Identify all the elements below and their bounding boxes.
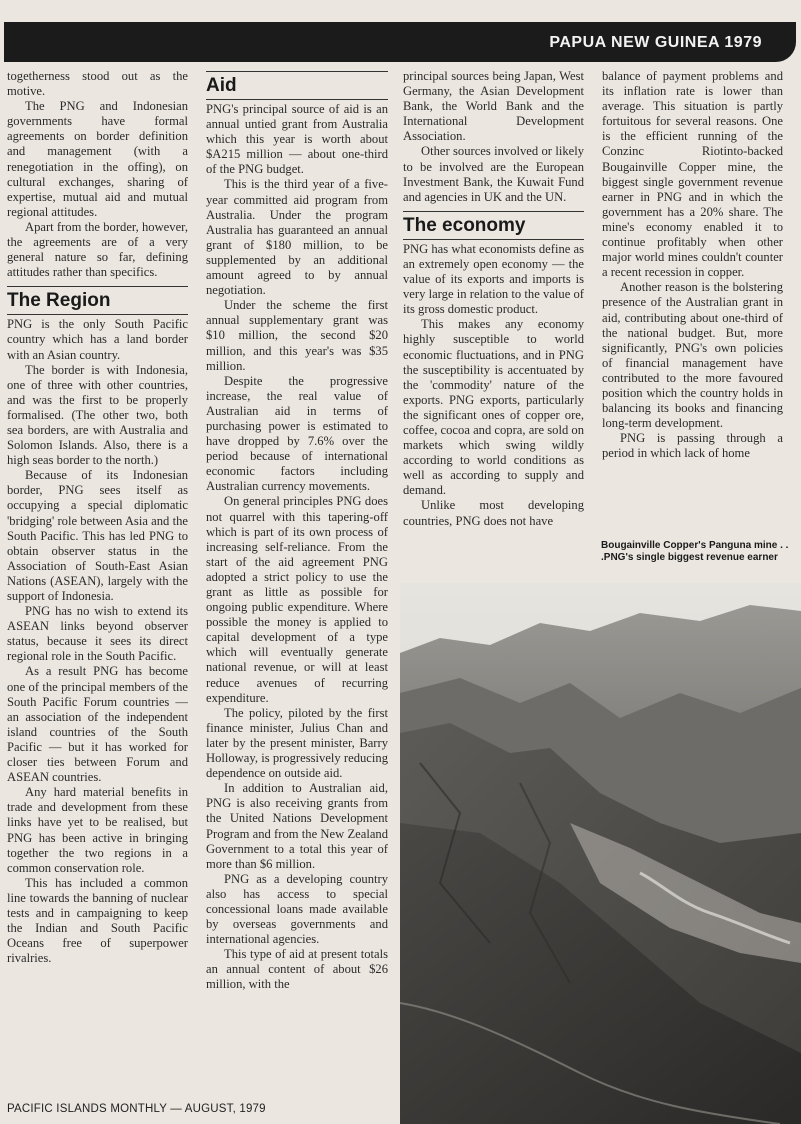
paragraph: PNG has what economists define as an extremely open economy — the value of its exports and imports is very large in relation to the value of its gross domestic product. <box>403 241 584 317</box>
section-header-region <box>7 286 188 315</box>
section-heading: The Region <box>7 290 111 312</box>
paragraph: togetherness stood out as the motive. <box>7 69 188 99</box>
paragraph: Under the scheme the first annual supplementary grant was $10 million, the second $20 million, and this year's was $35 million. <box>206 298 388 373</box>
paragraph: balance of payment problems and its inflation rate is lower than average. This situation is partly fortuitous for several reasons. One is the efficient running of the Conzinc Riotinto-backed Bougainville Copper mine, the biggest single government revenue earner in PNG and in which the government has a 20% share. The mine's economy enabled it to continue profitably when other major world mines couldn't counter a recent recession in copper. <box>602 69 783 280</box>
paragraph: In addition to Australian aid, PNG is also receiving grants from the United Nations Development Program and from the New Zealand Government to a total this year of more than $6 million. <box>206 781 388 871</box>
paragraph: PNG has no wish to extend its ASEAN links beyond observer status, because it sees its direct regional role in the South Pacific. <box>7 604 188 664</box>
mine-photo <box>400 583 801 1124</box>
page-header-title: PAPUA NEW GUINEA 1979 <box>549 34 762 51</box>
paragraph: PNG is the only South Pacific country which has a land border with an Asian country. <box>7 317 188 362</box>
paragraph: Because of its Indonesian border, PNG sees itself as occupying a special diplomatic 'bridging' role between Asia and the South Pacific. This has led PNG to obtain observer status in the Association of South-East Asian Nations (ASEAN), largely with the support of Indonesia. <box>7 468 188 603</box>
column-2 <box>206 71 388 993</box>
photo-caption: Bougainville Copper's Panguna mine . . .PNG's single biggest revenue earner <box>601 540 789 563</box>
section-heading: Aid <box>206 75 237 96</box>
paragraph: The PNG and Indonesian governments have formal agreements on border definition and management (with a renegotiation in the offing), on cultural exchanges, sharing of expertise, mutual aid and mutual regional attitudes. <box>7 99 188 219</box>
mountain-landscape-image <box>400 583 801 1124</box>
paragraph: On general principles PNG does not quarrel with this tapering-off which is part of its own process of increasing self-reliance. From the start of the aid agreement PNG adopted a strict policy to use the grant as little as possible for ongoing public expenditure. Where possible the money is applied to capital development of a type which will eventually generate national revenue, or will at least reduce avenues of recurring expenditure. <box>206 494 388 705</box>
paragraph: Any hard material benefits in trade and development from these links have yet to be realised, but PNG has been active in bringing together the two regions in a common conservation role. <box>7 785 188 875</box>
paragraph: The policy, piloted by the first finance minister, Julius Chan and later by the present minister, Barry Holloway, is progressively reducing dependence on outside aid. <box>206 705 388 781</box>
paragraph: PNG as a developing country also has access to special concessional loans made available by overseas governments and international agencies. <box>206 871 388 947</box>
paragraph: principal sources being Japan, West Germany, the Asian Development Bank, the World Bank and the International Development Association. <box>403 69 584 144</box>
paragraph: Other sources involved or likely to be involved are the European Investment Bank, the Kuwait Fund and agencies in UK and the UN. <box>403 144 584 204</box>
paragraph: As a result PNG has become one of the principal members of the South Pacific Forum countries — an association of the independent island countries of the South Pacific — but it has worked for closer ties between Forum and ASEAN countries. <box>7 664 188 785</box>
paragraph: Another reason is the bolstering presence of the Australian grant in aid, contributing about one-third of the national budget. But, more significantly, PNG's own policies of financial management have contributed to the more favoured position which the country holds in balancing its books and financing long-term development. <box>602 280 783 431</box>
paragraph: This makes any economy highly susceptible to world economic fluctuations, and in PNG the susceptibility is accentuated by the 'commodity' nature of the exports. PNG exports, particularly the significant ones of copper ore, coffee, cocoa and copra, are sold on markets which swing wildly according to world conditions as well as according to supply and demand. <box>403 317 584 498</box>
column-3 <box>403 69 584 529</box>
section-heading: The economy <box>403 214 526 236</box>
paragraph: Unlike most developing countries, PNG does not have <box>403 498 584 528</box>
paragraph: The border is with Indonesia, one of three with other countries, and was the first to be properly formalised. (The other two, both sea borders, are with Australia and Solomon Islands. Also, there is a high seas border to the north.) <box>7 362 188 468</box>
paragraph: This is the third year of a five-year committed aid program from Australia. Under the program Australia has guaranteed an annual grant of $180 million, to be supplemented by an additional amount agreed to by annual negotiation. <box>206 177 388 298</box>
paragraph: This type of aid at present totals an annual content of about $26 million, with the <box>206 947 388 992</box>
header-banner <box>4 22 796 62</box>
paragraph: Apart from the border, however, the agreements are of a very general nature so far, defining attitudes rather than specifics. <box>7 219 188 280</box>
paragraph: PNG's principal source of aid is an annual untied grant from Australia which this year is worth about $A215 million — about one-third of the PNG budget. <box>206 102 388 177</box>
column-1 <box>7 69 188 966</box>
page-footer: PACIFIC ISLANDS MONTHLY — AUGUST, 1979 <box>7 1103 266 1115</box>
paragraph: Despite the progressive increase, the real value of Australian aid in terms of purchasing power is estimated to have dropped by 7.6% over the period because of international economic factors including Australian currency movements. <box>206 373 388 494</box>
column-4 <box>602 69 783 461</box>
paragraph: PNG is passing through a period in which lack of home <box>602 431 783 461</box>
section-header-aid <box>206 71 388 100</box>
section-header-economy <box>403 211 584 240</box>
paragraph: This has included a common line towards the banning of nuclear tests and in campaigning to keep the Indian and South Pacific Oceans free of superpower rivalries. <box>7 875 188 966</box>
